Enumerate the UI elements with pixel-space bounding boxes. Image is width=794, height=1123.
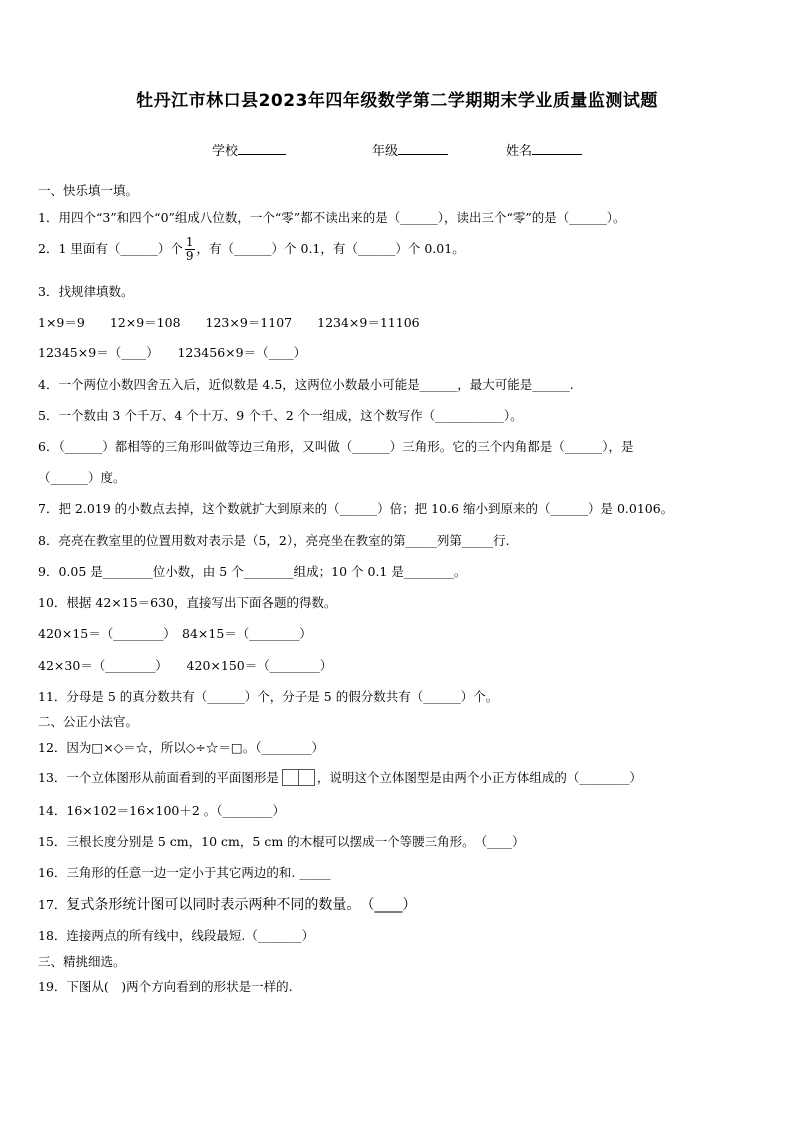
question-18: 18．连接两点的所有线中，线段最短.（_______）: [38, 928, 315, 943]
school-field: [212, 140, 286, 159]
name-label: 姓名: [506, 144, 533, 159]
question-10-row-1: 420×15＝（________） 84×15＝（________）: [38, 626, 312, 641]
question-3-pattern: 1×9＝9 12×9＝108 123×9＝1107 1234×9＝11106: [38, 315, 420, 330]
school-label: 学校: [212, 144, 239, 159]
question-3: 3．找规律填数。: [38, 284, 134, 299]
grade-blank[interactable]: [398, 142, 448, 155]
grade-field: [372, 140, 448, 159]
fraction-numerator: 1: [185, 235, 194, 249]
question-7: 7．把 2.019 的小数点去掉，这个数就扩大到原来的（______）倍；把 10.6 缩小到原来的（______）是 0.0106。: [38, 501, 674, 516]
fraction-denominator: 9: [185, 249, 194, 263]
question-13-part-b: ，说明这个立体图型是由两个小正方体组成的（________）: [316, 770, 642, 785]
question-19: 19．下图从( )两个方向看到的形状是一样的.: [38, 979, 293, 994]
square-left: [282, 769, 299, 786]
question-13: [38, 768, 642, 789]
section-3-heading: 三、精挑细选。: [38, 954, 126, 969]
question-13-part-a: 13．一个立体图形从前面看到的平面图形是: [38, 770, 279, 785]
grade-label: 年级: [372, 144, 399, 159]
question-10-row-2: 42×30＝（________） 420×150＝（________）: [38, 658, 333, 673]
school-blank[interactable]: [238, 142, 286, 155]
fraction-one-ninth: [185, 236, 195, 263]
name-blank[interactable]: [532, 142, 582, 155]
question-14: 14．16×102＝16×100＋2 。（________）: [38, 803, 286, 818]
question-10: 10．根据 42×15＝630，直接写出下面各题的得数。: [38, 595, 337, 610]
square-right: [298, 769, 315, 786]
question-15: 15．三根长度分别是 5 cm，10 cm，5 cm 的木棍可以摆成一个等腰三角形。 （____）: [38, 834, 525, 849]
question-1: 1．用四个“3”和四个“0”组成八位数，一个“零”都不读出来的是（______），读出三个“零”的是（______）。: [38, 210, 626, 225]
question-9: 9．0.05 是________位小数，由 5 个________组成；10 个 0.1 是________。: [38, 564, 467, 579]
question-5: 5．一个数由 3 个千万、4 个十万、9 个千、2 个一组成，这个数写作（___________）。: [38, 408, 523, 423]
question-17: [38, 894, 416, 914]
question-2-part-b: ，有（______）个 0.1，有（______）个 0.01。: [196, 241, 465, 256]
question-17-text: 复式条形统计图可以同时表示两种不同的数量。 （____）: [66, 897, 417, 913]
question-3-blanks: 12345×9＝（____） 123456×9＝（____）: [38, 345, 307, 360]
page-title: 牡丹江市林口县2023年四年级数学第二学期期末学业质量监测试题: [136, 91, 658, 111]
question-11: 11．分母是 5 的真分数共有（______）个，分子是 5 的假分数共有（______）个。: [38, 689, 499, 704]
section-1-heading: 一、快乐填一填。: [38, 183, 139, 198]
question-16: 16．三角形的任意一边一定小于其它两边的和. _____: [38, 865, 331, 880]
question-6: 6．（______）都相等的三角形叫做等边三角形，又叫做（______）三角形。它的三个内角都是（______），是: [38, 439, 634, 454]
question-17-number: 17．: [38, 897, 67, 912]
question-4: 4．一个两位小数四舍五入后，近似数是 4.5，这两位小数最小可能是______，最大可能是______.: [38, 377, 574, 392]
section-2-heading: 二、公正小法官。: [38, 714, 139, 729]
name-field: [506, 140, 582, 159]
two-squares-figure: [282, 769, 314, 789]
question-6-continued: （______）度。: [38, 470, 126, 485]
question-12: 12．因为□×◇＝☆，所以◇÷☆＝□。（________）: [38, 740, 324, 755]
question-2-part-a: 2．1 里面有（______）个: [38, 241, 183, 256]
question-8: 8．亮亮在教室里的位置用数对表示是（5，2），亮亮坐在教室的第_____列第_____行.: [38, 533, 510, 548]
question-2: [38, 236, 465, 263]
